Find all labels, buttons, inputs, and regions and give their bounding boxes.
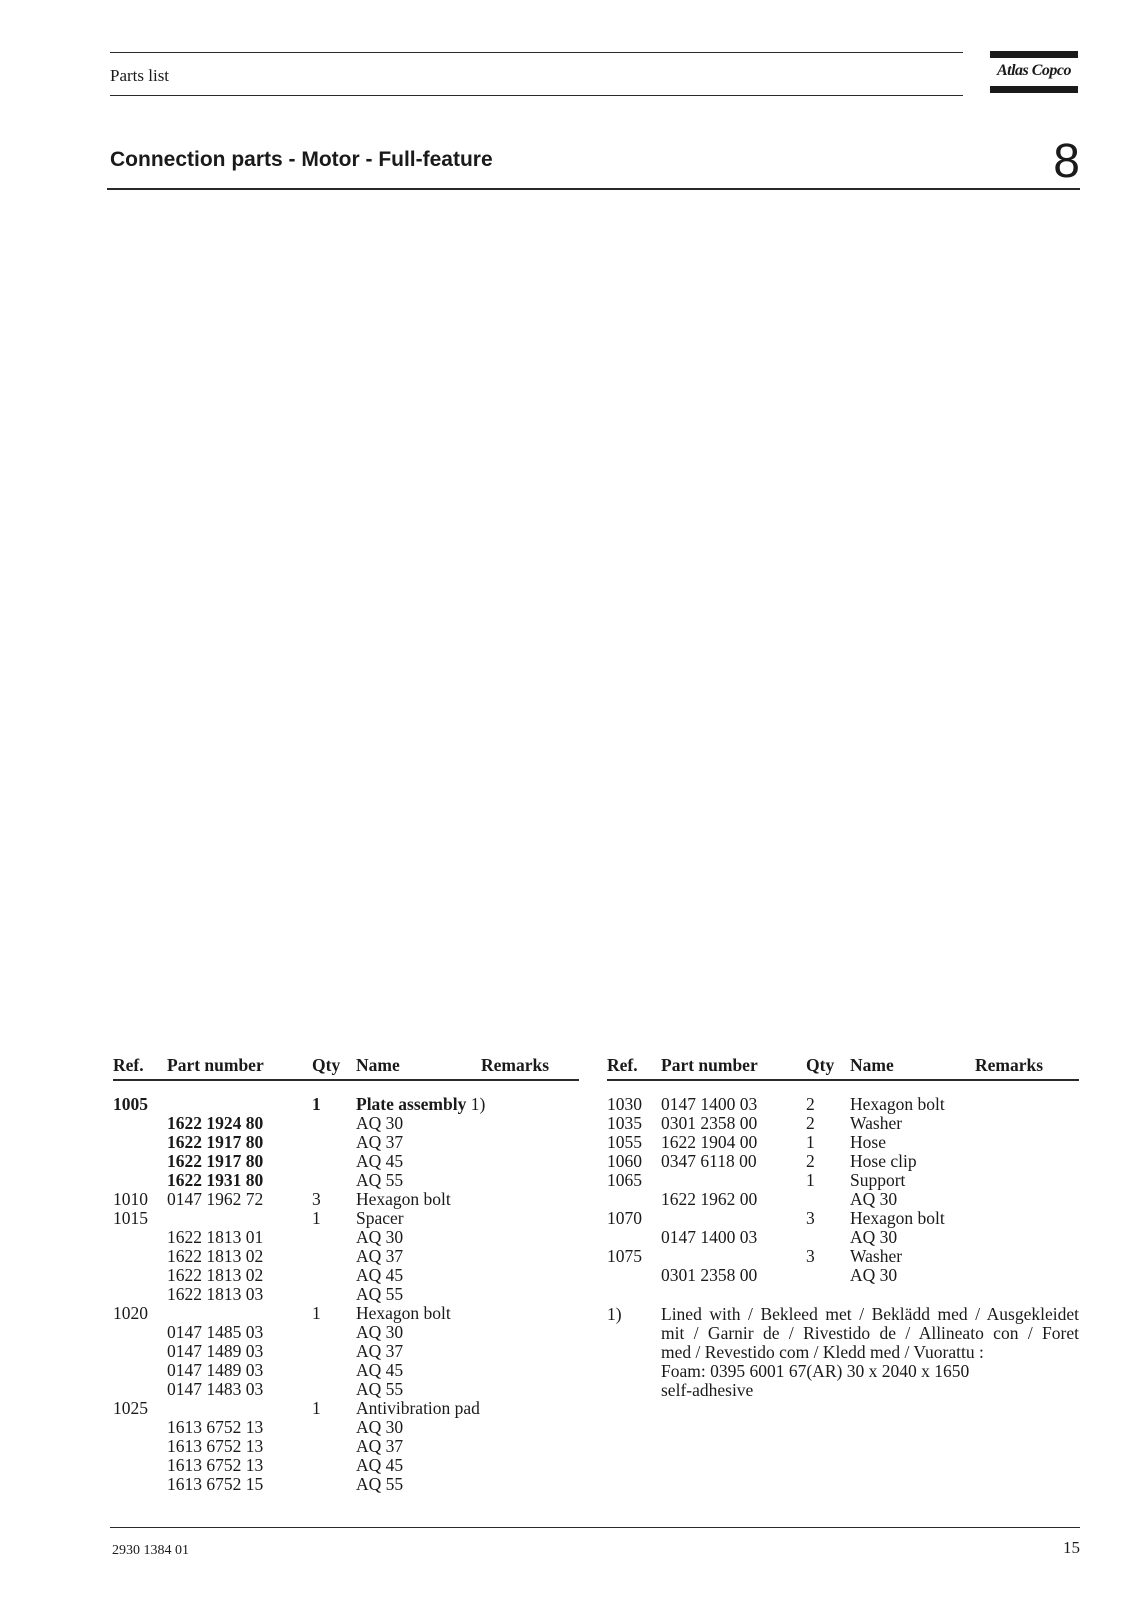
name-cell: Hose [850,1131,886,1152]
name-cell: AQ 30 [850,1264,898,1285]
name-cell: AQ 45 [356,1454,404,1475]
part-number-cell: 1622 1813 02 [167,1245,264,1266]
qty-cell: 1 [312,1302,321,1323]
atlas-copco-logo [990,51,1078,94]
ref-cell: 1025 [113,1397,148,1418]
header-top-rule [110,52,963,53]
ref-cell: 1065 [607,1169,642,1190]
part-number-cell: 0147 1962 72 [167,1188,264,1209]
qty-cell: 2 [806,1112,815,1133]
name-cell: AQ 30 [356,1112,404,1133]
table-row [113,1209,579,1228]
name-cell: AQ 45 [356,1264,404,1285]
part-number-cell: 0147 1485 03 [167,1321,264,1342]
ref-cell: 1005 [113,1093,148,1114]
table-row [113,1171,579,1190]
footnote-marker: 1) [607,1304,622,1324]
qty-cell: 1 [806,1169,815,1190]
table-row [113,1247,579,1266]
col-name-header: Name [850,1055,894,1075]
parts-table-right [607,1055,1079,1285]
name-cell: AQ 55 [356,1283,404,1304]
name-cell: AQ 55 [356,1169,404,1190]
table-row [113,1399,579,1418]
table-row [113,1475,579,1494]
name-cell: AQ 30 [356,1416,404,1437]
name-cell: AQ 55 [356,1473,404,1494]
name-cell: AQ 30 [356,1321,404,1342]
table-body [113,1095,579,1494]
part-number-cell: 1613 6752 13 [167,1435,264,1456]
footnote-reference: 1) [466,1093,486,1114]
section-rule [107,188,1080,190]
name-cell: AQ 37 [356,1435,404,1456]
qty-cell: 1 [312,1093,321,1114]
part-number-cell: 0301 2358 00 [661,1112,758,1133]
part-number-cell: 0147 1483 03 [167,1378,264,1399]
table-row [113,1304,579,1323]
table-row [113,1152,579,1171]
col-name-header: Name [356,1055,400,1075]
part-number-cell: 1622 1813 01 [167,1226,264,1247]
part-number-cell: 1622 1813 03 [167,1283,264,1304]
ref-cell: 1035 [607,1112,642,1133]
name-cell: Washer [850,1245,903,1266]
table-header [607,1055,1079,1079]
table-row [113,1323,579,1342]
table-row [113,1342,579,1361]
part-number-cell: 1613 6752 15 [167,1473,264,1494]
name-cell: AQ 37 [356,1131,404,1152]
col-ref-header: Ref. [607,1055,638,1075]
footnote-line: med / Revestido com / Kledd med / Vuorattu : [661,1342,984,1362]
name-cell: AQ 45 [356,1359,404,1380]
col-remarks-header: Remarks [975,1055,1044,1075]
table-header-rule [607,1079,1079,1081]
col-ref-header: Ref. [113,1055,144,1075]
ref-cell: 1070 [607,1207,642,1228]
table-row [607,1171,1079,1190]
name-cell: Hexagon bolt [356,1302,451,1323]
part-number-cell: 1622 1904 00 [661,1131,758,1152]
logo-text: Atlas Copco [996,62,1072,79]
part-number-cell: 1613 6752 13 [167,1416,264,1437]
name-cell: AQ 37 [356,1340,404,1361]
part-number-cell: 1622 1917 80 [167,1150,264,1171]
part-number-cell: 1622 1917 80 [167,1131,264,1152]
name-cell: Plate assembly [356,1093,467,1114]
name-cell: AQ 30 [850,1226,898,1247]
part-number-cell: 1622 1931 80 [167,1169,264,1190]
ref-cell: 1020 [113,1302,148,1323]
footnote-text [661,1305,1079,1400]
table-row [607,1114,1079,1133]
part-number-cell: 0347 6118 00 [661,1150,757,1171]
footnote-line: Lined with / Bekleed met / Beklädd med / Ausgekleidet [661,1304,1079,1324]
table-row [113,1456,579,1475]
ref-cell: 1015 [113,1207,148,1228]
name-cell-wrapper [356,1095,485,1114]
part-number-cell: 1622 1962 00 [661,1188,758,1209]
table-row [607,1228,1079,1247]
logo-top-bar [990,51,1078,58]
section-number: 8 [1053,135,1080,188]
qty-cell: 3 [806,1245,815,1266]
table-row [113,1095,579,1114]
table-row [113,1437,579,1456]
footnote-line: mit / Garnir de / Rivestido de / Allineato con / Foret [661,1323,1079,1343]
table-row [113,1285,579,1304]
part-number-cell: 0147 1489 03 [167,1359,264,1380]
footer-rule [110,1527,1080,1528]
col-part-number-header: Part number [661,1055,758,1075]
section-title: Connection parts - Motor - Full-feature [110,148,493,171]
ref-cell: 1010 [113,1188,148,1209]
name-cell: AQ 37 [356,1245,404,1266]
name-cell: Hexagon bolt [850,1093,945,1114]
table-row [607,1133,1079,1152]
table-row [607,1152,1079,1171]
name-cell: AQ 30 [850,1188,898,1209]
table-row [607,1266,1079,1285]
table-row [113,1190,579,1209]
name-cell: AQ 55 [356,1378,404,1399]
table-header [113,1055,579,1079]
page-number: 15 [1063,1538,1080,1557]
col-qty-header: Qty [806,1055,835,1075]
table-row [607,1190,1079,1209]
col-part-number-header: Part number [167,1055,264,1075]
table-row [113,1266,579,1285]
qty-cell: 3 [312,1188,321,1209]
table-header-rule [113,1079,579,1081]
name-cell: AQ 45 [356,1150,404,1171]
part-number-cell: 1622 1924 80 [167,1112,264,1133]
name-cell: Antivibration pad [356,1397,480,1418]
part-number-cell: 0147 1400 03 [661,1093,758,1114]
name-cell: Hexagon bolt [850,1207,945,1228]
name-cell: Washer [850,1112,903,1133]
ref-cell: 1060 [607,1150,642,1171]
table-row [607,1209,1079,1228]
ref-cell: 1075 [607,1245,642,1266]
part-number-cell: 1613 6752 13 [167,1454,264,1475]
qty-cell: 1 [806,1131,815,1152]
part-number-cell: 0147 1400 03 [661,1226,758,1247]
part-number-cell: 1622 1813 02 [167,1264,264,1285]
qty-cell: 2 [806,1093,815,1114]
qty-cell: 3 [806,1207,815,1228]
ref-cell: 1055 [607,1131,642,1152]
table-row [113,1133,579,1152]
footnote-line: Foam: 0395 6001 67(AR) 30 x 2040 x 1650 [661,1361,970,1381]
col-remarks-header: Remarks [481,1055,550,1075]
parts-table-left [113,1055,579,1494]
header-label: Parts list [110,66,170,85]
col-qty-header: Qty [312,1055,341,1075]
name-cell: Hose clip [850,1150,917,1171]
header-bottom-rule [110,95,963,96]
part-number-cell: 0147 1489 03 [167,1340,264,1361]
logo-bottom-bar [990,86,1078,93]
ref-cell: 1030 [607,1093,642,1114]
table-row [113,1228,579,1247]
name-cell: AQ 30 [356,1226,404,1247]
table-row [113,1361,579,1380]
qty-cell: 1 [312,1397,321,1418]
table-row [113,1114,579,1133]
name-cell: Hexagon bolt [356,1188,451,1209]
table-row [607,1247,1079,1266]
table-row [113,1380,579,1399]
part-number-cell: 0301 2358 00 [661,1264,758,1285]
name-cell: Support [850,1169,906,1190]
table-row [113,1418,579,1437]
qty-cell: 2 [806,1150,815,1171]
qty-cell: 1 [312,1207,321,1228]
document-number: 2930 1384 01 [112,1543,189,1558]
footnote-line: self-adhesive [661,1380,754,1400]
table-body [607,1095,1079,1285]
table-row [607,1095,1079,1114]
name-cell: Spacer [356,1207,404,1228]
